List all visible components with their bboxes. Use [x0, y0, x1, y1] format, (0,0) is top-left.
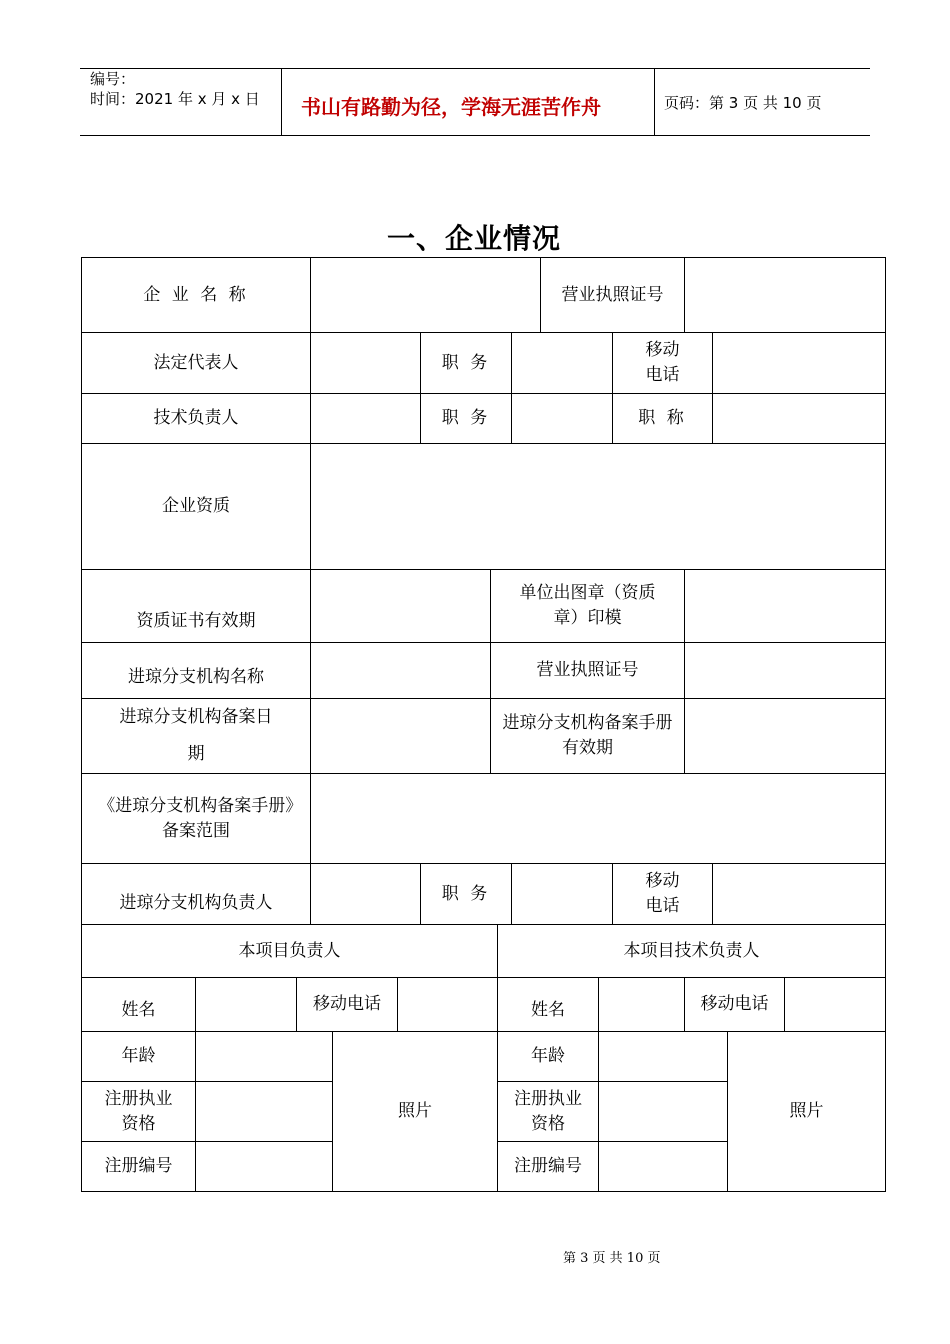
label-age-left: 年龄	[81, 1031, 196, 1082]
value-reg-qual-left[interactable]	[195, 1081, 333, 1142]
label-reg-qual-right: 注册执业资格	[497, 1081, 599, 1142]
header-number-label: 编号：	[90, 70, 136, 88]
value-title-rank[interactable]	[712, 393, 886, 444]
label-reg-no-right: 注册编号	[497, 1141, 599, 1192]
label-phone-left: 移动电话	[296, 977, 398, 1032]
value-branch-mobile[interactable]	[712, 863, 886, 925]
value-age-right[interactable]	[598, 1031, 728, 1082]
value-reg-no-left[interactable]	[195, 1141, 333, 1192]
label-mobile: 移动电话	[612, 332, 713, 394]
label-reg-no-left: 注册编号	[81, 1141, 196, 1192]
label-cert-validity: 资质证书有效期	[81, 569, 311, 643]
value-branch-head[interactable]	[310, 863, 421, 925]
label-legal-rep: 法定代表人	[81, 332, 311, 394]
value-legal-rep[interactable]	[310, 332, 421, 394]
photo-left[interactable]: 照片	[332, 1031, 498, 1192]
label-branch-name: 进琼分支机构名称	[81, 642, 311, 699]
label-name-right: 姓名	[497, 977, 599, 1032]
value-reg-no-right[interactable]	[598, 1141, 728, 1192]
value-tech-head[interactable]	[310, 393, 421, 444]
header-divider	[654, 68, 655, 135]
value-seal[interactable]	[684, 569, 886, 643]
label-project-head: 本项目负责人	[81, 924, 498, 978]
value-branch-filing-date[interactable]	[310, 698, 491, 774]
label-branch-position: 职 务	[420, 863, 512, 925]
label-project-tech-head: 本项目技术负责人	[497, 924, 886, 978]
label-position: 职 务	[420, 332, 512, 394]
header-time-label: 时间：2021 年 x 月 x 日	[90, 90, 260, 108]
value-name-left[interactable]	[195, 977, 297, 1032]
value-qualification[interactable]	[310, 443, 886, 570]
label-branch-mobile: 移动电话	[612, 863, 713, 925]
label-branch-scope: 《进琼分支机构备案手册》备案范围	[81, 773, 311, 864]
section-title: 一、企业情况	[387, 222, 562, 255]
label-branch-filing-date: 进琼分支机构备案日期	[81, 698, 311, 774]
value-age-left[interactable]	[195, 1031, 333, 1082]
header-top-rule	[80, 68, 870, 69]
value-reg-qual-right[interactable]	[598, 1081, 728, 1142]
label-branch-head: 进琼分支机构负责人	[81, 863, 311, 925]
header-divider	[281, 68, 282, 135]
value-branch-position[interactable]	[511, 863, 613, 925]
value-name-right[interactable]	[598, 977, 685, 1032]
label-name-left: 姓名	[81, 977, 196, 1032]
label-phone-right: 移动电话	[684, 977, 785, 1032]
value-phone-left[interactable]	[397, 977, 498, 1032]
value-branch-manual-validity[interactable]	[684, 698, 886, 774]
label-tech-head: 技术负责人	[81, 393, 311, 444]
label-branch-manual-validity: 进琼分支机构备案手册有效期	[490, 698, 685, 774]
label-license-no: 营业执照证号	[540, 257, 685, 333]
value-branch-license-no[interactable]	[684, 642, 886, 699]
value-cert-validity[interactable]	[310, 569, 491, 643]
label-tech-position: 职 务	[420, 393, 512, 444]
value-company-name[interactable]	[310, 257, 541, 333]
label-title-rank: 职 称	[612, 393, 713, 444]
label-qualification: 企业资质	[81, 443, 311, 570]
value-branch-name[interactable]	[310, 642, 491, 699]
value-tech-position[interactable]	[511, 393, 613, 444]
value-license-no[interactable]	[684, 257, 886, 333]
label-branch-license-no: 营业执照证号	[490, 642, 685, 699]
header-bottom-rule	[80, 135, 870, 136]
value-position[interactable]	[511, 332, 613, 394]
photo-right[interactable]: 照片	[727, 1031, 886, 1192]
header-page-label: 页码：第 3 页 共 10 页	[664, 94, 822, 112]
label-company-name: 企 业 名 称	[81, 257, 311, 333]
header-motto: 书山有路勤为径，学海无涯苦作舟	[301, 95, 601, 119]
label-age-right: 年龄	[497, 1031, 599, 1082]
value-phone-right[interactable]	[784, 977, 886, 1032]
value-branch-scope[interactable]	[310, 773, 886, 864]
value-mobile[interactable]	[712, 332, 886, 394]
label-seal: 单位出图章（资质章）印模	[490, 569, 685, 643]
label-reg-qual-left: 注册执业资格	[81, 1081, 196, 1142]
page-footer: 第 3 页 共 10 页	[563, 1251, 661, 1266]
